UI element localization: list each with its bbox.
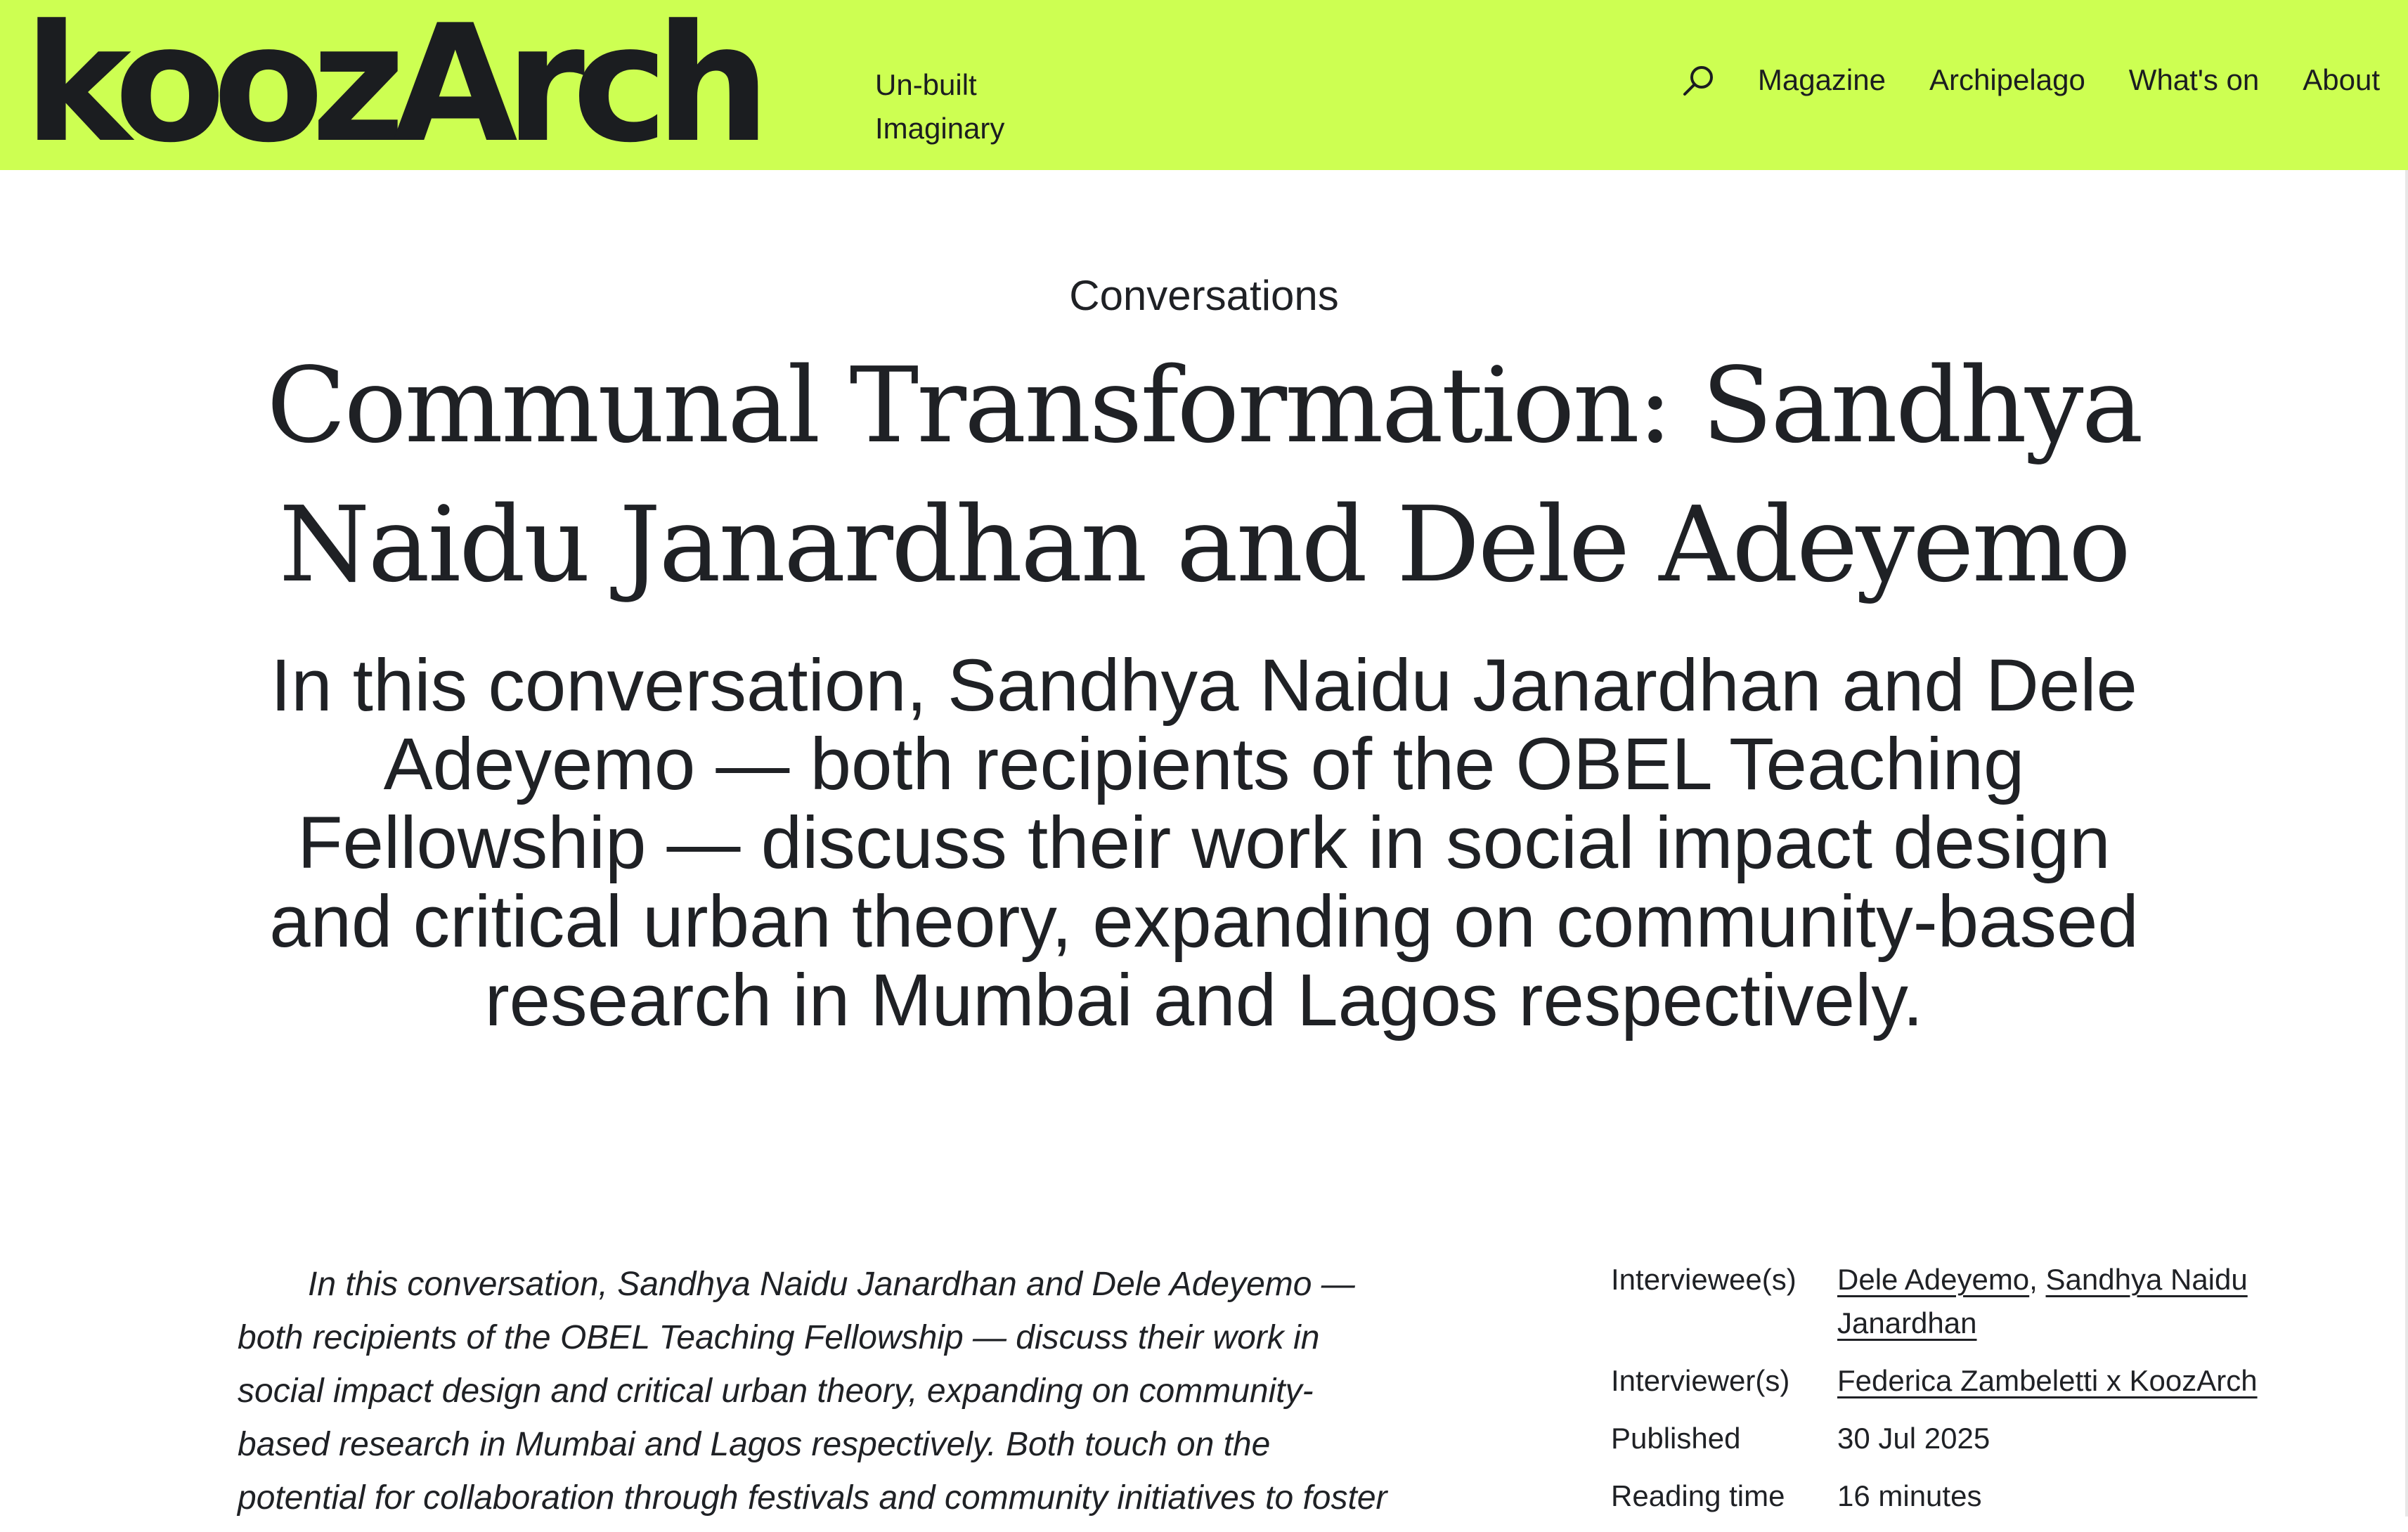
site-tagline (875, 63, 1004, 150)
meta-reading-time-value: 16 minutes (1837, 1479, 1982, 1512)
article-standfirst: In this conversation, Sandhya Naidu Janardhan and Dele Adeyemo — both recipients of the OBEL Teaching Fellowship — discuss their work in social impact design and critical urban theory, expanding on community-based research in Mumbai and Lagos respectively. (269, 644, 2139, 1041)
article-category[interactable]: Conversations (1069, 272, 1339, 319)
meta-published-label: Published (1611, 1422, 1741, 1455)
scrollbar-track (2405, 170, 2408, 1517)
nav-whats-on-link[interactable]: What's on (2128, 63, 2260, 96)
meta-interviewers-label: Interviewer(s) (1611, 1364, 1790, 1397)
main-nav (1679, 60, 2380, 100)
site-header (0, 0, 2408, 178)
meta-reading-time-row (1611, 1474, 2273, 1518)
meta-interviewees-value: Dele Adeyemo, Sandhya Naidu Janardhan (1837, 1263, 2248, 1339)
meta-published-value: 30 Jul 2025 (1837, 1422, 1991, 1455)
interviewer-link[interactable]: Federica Zambeletti x KoozArch (1837, 1364, 2258, 1397)
meta-interviewees-label: Interviewee(s) (1611, 1263, 1797, 1296)
article-lede: In this conversation, Sandhya Naidu Janardhan and Dele Adeyemo — both recipients of the OBEL Teaching Fellowship — discuss their work in social impact design and critical urban theory, expanding on community-based research in Mumbai and Lagos respectively. Both touch on the potential for collaboration through festivals and community initiatives to foster (238, 1266, 1387, 1517)
search-icon[interactable] (1679, 60, 1718, 100)
interviewee-link-dele[interactable]: Dele Adeyemo (1837, 1263, 2030, 1296)
article-meta (1611, 1258, 2273, 1532)
nav-archipelago-link[interactable]: Archipelago (1929, 63, 2085, 96)
meta-published-row (1611, 1417, 2273, 1460)
nav-about-link[interactable]: About (2303, 63, 2380, 96)
meta-interviewees-row (1611, 1258, 2273, 1345)
site-logo[interactable]: koozArch (24, 0, 758, 178)
interviewee-link-sandhya[interactable]: Sandhya Naidu Janardhan (1837, 1263, 2248, 1339)
article-title: Communal Transformation: Sandhya Naidu Janardhan and Dele Adeyemo (266, 345, 2142, 605)
meta-interviewers-row (1611, 1359, 2273, 1403)
nav-magazine-link[interactable]: Magazine (1757, 63, 1886, 96)
tagline-line-2: Imaginary (875, 112, 1005, 145)
tagline-line-1: Un-built (875, 68, 977, 101)
meta-reading-time-label: Reading time (1611, 1479, 1785, 1512)
meta-interviewers-value (1837, 1359, 2273, 1403)
